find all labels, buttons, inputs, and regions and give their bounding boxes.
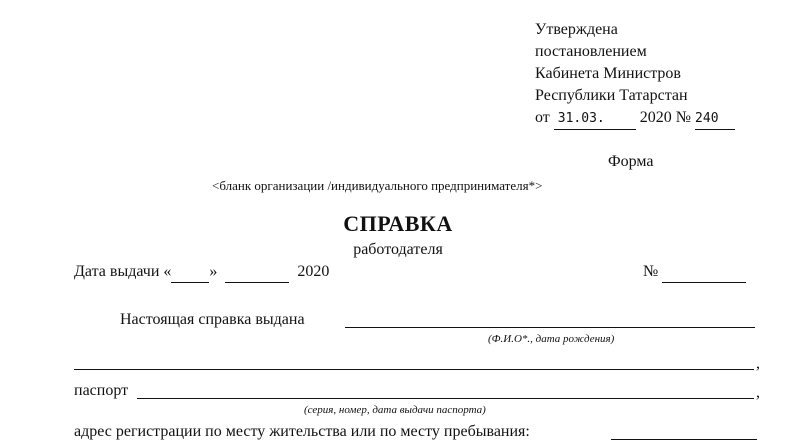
approval-line-2: постановлением <box>535 43 647 60</box>
form-label: Форма <box>608 153 654 170</box>
fio-blank-line[interactable] <box>345 327 755 328</box>
approval-date-line <box>535 108 735 130</box>
address-label: адрес регистрации по месту жительства или по месту пребывания: <box>74 423 530 440</box>
passport-label: паспорт <box>74 382 129 399</box>
approval-line-4: Республики Татарстан <box>535 87 688 104</box>
fio-continuation-comma: , <box>756 355 760 372</box>
fio-continuation-line[interactable] <box>74 369 754 370</box>
approval-line-3: Кабинета Министров <box>535 65 681 82</box>
issue-day-blank[interactable] <box>171 262 209 283</box>
approval-date-value: 31.03. <box>554 109 636 130</box>
issue-date-row <box>74 262 329 283</box>
certificate-number-row <box>643 262 746 283</box>
issue-month-blank[interactable] <box>225 262 289 283</box>
approval-from-label: от <box>535 109 550 126</box>
passport-comma: , <box>756 384 760 401</box>
issue-year: 2020 <box>297 263 330 280</box>
passport-blank-line[interactable] <box>137 398 754 399</box>
document-subtitle: работодателя <box>353 241 443 258</box>
address-blank-line[interactable] <box>611 439 757 440</box>
issue-date-label: Дата выдачи « <box>74 263 172 280</box>
issued-to-label: Настоящая справка выдана <box>120 311 305 328</box>
issue-date-close-quote: » <box>209 263 218 280</box>
approval-year-no: 2020 № <box>639 109 692 126</box>
approval-number-value: 240 <box>695 109 735 130</box>
fio-note: (Ф.И.О*., дата рождения) <box>488 333 615 345</box>
certificate-number-blank[interactable] <box>662 262 746 283</box>
org-placeholder: <бланк организации /индивидуального предпринимателя*> <box>212 178 543 193</box>
certificate-number-label: № <box>643 263 659 280</box>
document-title: СПРАВКА <box>343 211 453 236</box>
approval-line-1: Утверждена <box>535 21 618 38</box>
passport-note: (серия, номер, дата выдачи паспорта) <box>304 404 486 416</box>
